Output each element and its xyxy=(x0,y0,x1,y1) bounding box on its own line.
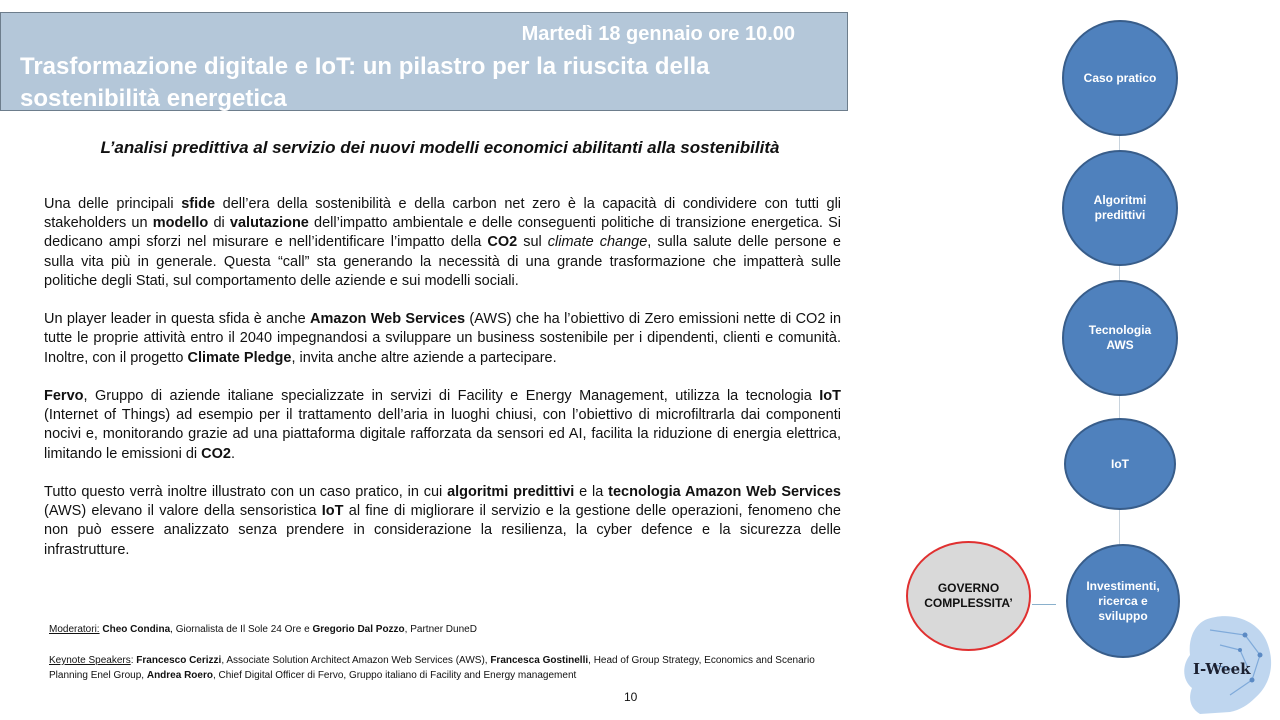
text-run: di xyxy=(208,215,230,232)
header-banner xyxy=(0,12,848,111)
text-run: , Associate Solution Architect Amazon Web Services (AWS), xyxy=(221,655,491,666)
diagram-connector-horizontal xyxy=(1032,604,1056,605)
node-tecnologia-aws xyxy=(1062,280,1178,396)
node-label: Algoritmi predittivi xyxy=(1093,193,1147,222)
node-iot xyxy=(1064,418,1176,510)
bold-text: Francesco Cerizzi xyxy=(136,655,222,666)
text-run: , Chief Digital Officer di Fervo, Gruppo italiano di Facility and Energy management xyxy=(212,670,577,681)
node-algoritmi-predittivi xyxy=(1062,150,1178,266)
event-date: Martedì 18 gennaio ore 10.00 xyxy=(521,23,795,45)
text-run: dell’era della sostenibilità e della carbon net zero è la capacità di condividere con tutti gli stakeholders un xyxy=(44,196,842,232)
text-run: dell’impatto ambientale e delle conseguenti politiche di transizione energetica. Si dedicano ampi sforzi nel misurare e nell’identificare l’impatto della xyxy=(44,215,841,251)
section-subtitle: L’analisi predittiva al servizio dei nuovi modelli economici abilitanti alla sostenibilità xyxy=(100,138,780,157)
node-caso-pratico xyxy=(1062,20,1178,136)
i-week-logo-text: I-Week xyxy=(1193,660,1251,678)
text-run: (AWS) elevano il valore della sensoristica xyxy=(44,503,322,520)
text-run: , Giornalista de Il Sole 24 Ore e xyxy=(170,624,313,635)
node-governo-complessita xyxy=(906,541,1031,651)
paragraph-3 xyxy=(44,387,841,464)
page-title: Trasformazione digitale e IoT: un pilastro per la riuscita della sostenibilità energetica xyxy=(20,53,710,112)
underlined-label: Keynote Speakers xyxy=(49,655,131,666)
text-run: , sulla salute delle persone e sulla vita più in generale. Questa “call” sta generando la necessità di una grande trasformazione che impatterà sulle politiche degli Stati, sul comportamento delle aziende e sui modelli sociali. xyxy=(44,234,841,289)
text-run: . xyxy=(230,445,236,462)
text-run: e la xyxy=(574,484,609,500)
bold-text: algoritmi predittivi xyxy=(447,484,575,500)
bold-text: Climate Pledge xyxy=(187,349,292,366)
text-run: (AWS) che ha l’obiettivo di Zero emissioni nette di CO2 in tutte le proprie attività entro il 2040 impegnandosi a sviluppare un business sostenibile per i dipendenti, clienti e comunità. Inoltre, con il progetto xyxy=(44,311,842,366)
text-run: sul xyxy=(517,234,548,251)
text-run: , Partner DuneD xyxy=(404,624,477,635)
text-run: , Head of Group Strategy, Economics and Scenario Planning Enel Group, xyxy=(49,655,815,681)
governance-label: GOVERNO COMPLESSITA’ xyxy=(924,581,1013,610)
text-run: (Internet of Things) ad esempio per il trattamento dell’aria in luoghi chiusi, con l’obiettivo di microfiltrarla dai componenti nocivi e, monitorando grazie ad una piattaforma digitale rafforzata da sensori ed AI, facilita la riduzione di energia elettrica, limitando le emissioni di xyxy=(44,407,841,462)
bold-text: CO2 xyxy=(487,234,518,251)
text-run: al fine di migliorare il servizio e la gestione delle operazioni, fenomeno che non può essere analizzato senza prendere in considerazione la resilienza, la cyber defence e la sicurezza delle infrastrutture. xyxy=(44,503,841,558)
bold-text: Andrea Roero xyxy=(146,670,213,681)
paragraph-2 xyxy=(44,310,841,368)
text-run: Un player leader in questa sfida è anche xyxy=(44,311,311,328)
keynote-speakers-line xyxy=(49,653,849,683)
bold-text: modello xyxy=(152,215,209,232)
text-run: Tutto questo verrà inoltre illustrato con un caso pratico, in cui xyxy=(44,484,448,500)
page-number: 10 xyxy=(624,690,638,704)
bold-text: sfide xyxy=(181,196,216,212)
bold-text: Amazon Web Services xyxy=(310,311,466,328)
bold-text: tecnologia Amazon Web Services xyxy=(608,484,841,500)
text-run: , Gruppo di aziende italiane specializzate in servizi di Facility e Energy Management, utilizza la tecnologia xyxy=(83,388,820,404)
node-label: Caso pratico xyxy=(1083,70,1157,85)
italic-text: climate change xyxy=(547,234,648,251)
paragraph-4 xyxy=(44,483,841,560)
bold-text: Fervo xyxy=(44,388,84,404)
node-label: Investimenti, ricerca e sviluppo xyxy=(1086,578,1160,623)
bold-text: IoT xyxy=(321,503,344,520)
bold-text: Gregorio Dal Pozzo xyxy=(312,624,405,635)
bold-text: IoT xyxy=(819,388,841,404)
node-label: IoT xyxy=(1111,456,1129,471)
text-run: , invita anche altre aziende a partecipare. xyxy=(291,349,557,366)
text-run: : xyxy=(130,655,137,666)
text-run: Una delle principali xyxy=(44,196,182,212)
bold-text: Francesca Gostinelli xyxy=(490,655,589,666)
underlined-label: Moderatori: xyxy=(49,624,100,635)
paragraph-1 xyxy=(44,195,841,291)
body-text xyxy=(44,195,841,579)
moderators-line xyxy=(49,623,849,637)
node-label: Tecnologia AWS xyxy=(1088,323,1152,352)
bold-text: valutazione xyxy=(229,215,309,232)
bold-text: CO2 xyxy=(201,445,231,462)
bold-text: Cheo Condina xyxy=(102,624,171,635)
